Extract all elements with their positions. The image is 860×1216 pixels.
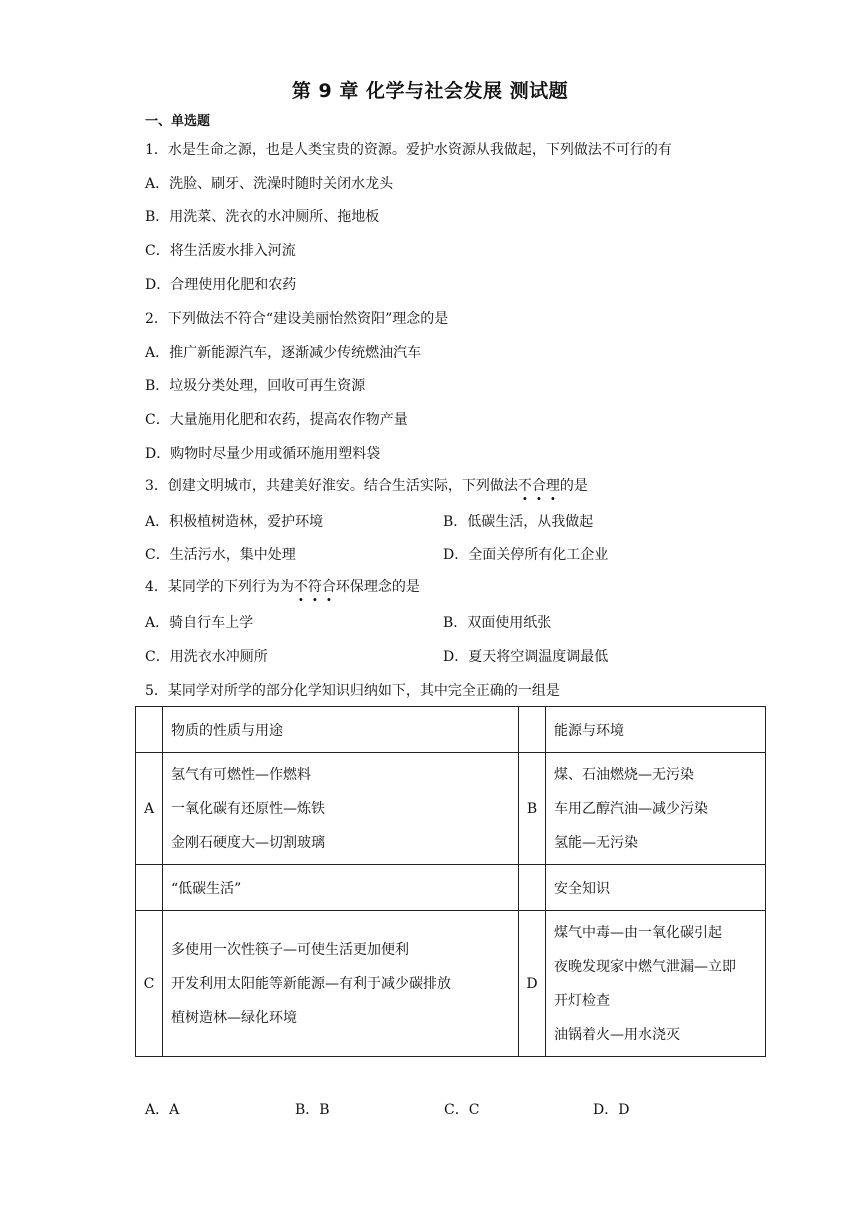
table-row: [136, 865, 766, 911]
table-header-cell: 物质的性质与用途: [163, 707, 519, 753]
table-line: 煤、石油燃烧—无污染: [554, 766, 694, 783]
question-4-stem-text: 4．某同学的下列行为为: [145, 579, 294, 595]
question-3-option-c: C．生活污水，集中处理: [145, 547, 296, 563]
table-line: 氢能—无污染: [554, 834, 638, 851]
section-heading: 一、单选题: [145, 114, 211, 129]
question-2-option-c: C．大量施用化肥和农药，提高农作物产量: [145, 412, 408, 428]
table-row: [136, 707, 766, 753]
question-3-option-a: A．积极植树造林，爱护环境: [145, 514, 324, 530]
answer-option-b: B．B: [295, 1102, 330, 1118]
question-2-option-d: D．购物时尽量少用或循环施用塑料袋: [145, 446, 381, 462]
answer-option-d: D．D: [593, 1102, 630, 1118]
page-title: 第 9 章 化学与社会发展 测试题: [291, 80, 569, 102]
emphasis-char: 理: [545, 478, 560, 494]
emphasis-char: 不: [517, 478, 532, 494]
question-4-option-b: B．双面使用纸张: [443, 615, 552, 631]
question-4-stem-end: 环保理念的是: [335, 579, 420, 595]
table-cell: [163, 753, 519, 865]
table-cell: [136, 865, 163, 911]
question-2-stem: 2．下列做法不符合“建设美丽怡然资阳”理念的是: [145, 311, 449, 327]
question-4-option-c: C．用洗衣水冲厕所: [145, 649, 268, 665]
table-line: 油锅着火—用水浇灭: [554, 1026, 680, 1043]
emphasis-char: 不: [293, 579, 308, 595]
question-4-option-a: A．骑自行车上学: [145, 615, 254, 631]
question-1-stem: 1．水是生命之源，也是人类宝贵的资源。爱护水资源从我做起，下列做法不可行的有: [145, 142, 672, 158]
table-line: 多使用一次性筷子—可使生活更加便利: [171, 941, 409, 958]
question-4-option-d: D．夏天将空调温度调最低: [443, 649, 609, 665]
question-3-option-d: D．全面关停所有化工企业: [443, 547, 609, 563]
question-1-option-a: A．洗脸、刷牙、洗澡时随时关闭水龙头: [145, 176, 394, 192]
table-cell: [519, 865, 546, 911]
question-2-option-b: B．垃圾分类处理，回收可再生资源: [145, 378, 366, 394]
table-cell: [163, 911, 519, 1057]
table-header-cell: 安全知识: [546, 865, 766, 911]
question-1-option-b: B．用洗菜、洗衣的水冲厕所、拖地板: [145, 209, 380, 225]
table-header-cell: 能源与环境: [546, 707, 766, 753]
knowledge-table: [135, 706, 766, 1057]
emphasis-char: 合: [321, 579, 336, 595]
table-letter-cell: C: [136, 911, 163, 1057]
question-1-option-d: D．合理使用化肥和农药: [145, 277, 297, 293]
question-1-option-c: C．将生活废水排入河流: [145, 243, 296, 259]
question-3-stem: [145, 477, 588, 495]
table-line: 开发利用太阳能等新能源—有利于减少碳排放: [171, 975, 451, 992]
emphasis-char: 合: [531, 478, 546, 494]
question-5-stem: 5．某同学对所学的部分化学知识归纳如下，其中完全正确的一组是: [145, 683, 560, 699]
emphasis-char: 符: [307, 579, 322, 595]
answer-option-c: C．C: [444, 1102, 480, 1118]
question-2-option-a: A．推广新能源汽车，逐渐减少传统燃油汽车: [145, 345, 422, 361]
table-line: 夜晚发现家中燃气泄漏—立即: [554, 958, 736, 975]
table-cell: [519, 707, 546, 753]
table-line: 植树造林—绿化环境: [171, 1009, 297, 1026]
table-header-cell: “低碳生活”: [163, 865, 519, 911]
table-cell: [136, 707, 163, 753]
answer-option-a: A．A: [145, 1102, 180, 1118]
question-3-option-b: B．低碳生活，从我做起: [443, 514, 594, 530]
table-row: [136, 753, 766, 865]
table-line: 一氧化碳有还原性—炼铁: [171, 800, 325, 817]
table-cell: [546, 911, 766, 1057]
question-4-stem: [145, 578, 420, 596]
table-line: 金刚石硬度大—切割玻璃: [171, 834, 325, 851]
table-line: 氢气有可燃性—作燃料: [171, 766, 311, 783]
table-letter-cell: B: [519, 753, 546, 865]
table-line: 开灯检查: [554, 992, 610, 1009]
table-line: 车用乙醇汽油—减少污染: [554, 800, 708, 817]
table-letter-cell: D: [519, 911, 546, 1057]
question-3-stem-end: 的是: [559, 478, 588, 494]
table-cell: [546, 753, 766, 865]
question-3-stem-text: 3．创建文明城市，共建美好淮安。结合生活实际，下列做法: [145, 478, 518, 494]
table-letter-cell: A: [136, 753, 163, 865]
table-line: 煤气中毒—由一氧化碳引起: [554, 924, 722, 941]
table-row: [136, 911, 766, 1057]
